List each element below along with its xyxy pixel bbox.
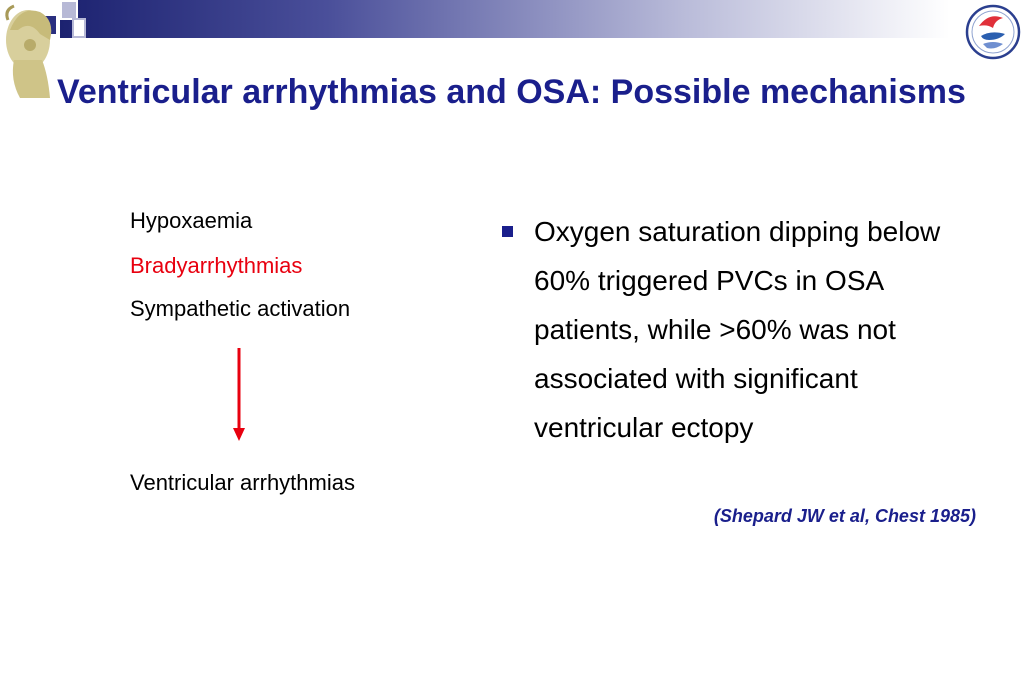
header-square-decoration	[60, 0, 78, 20]
citation: (Shepard JW et al, Chest 1985)	[713, 506, 976, 526]
bullet-square-icon	[502, 226, 513, 237]
down-arrow-icon	[229, 346, 249, 442]
mechanism-sympathetic-activation: Sympathetic activation	[130, 296, 351, 321]
header-gradient-bar	[60, 0, 950, 38]
mechanism-hypoxaemia: Hypoxaemia	[130, 208, 253, 233]
finding-paragraph: Oxygen saturation dipping below 60% triggered PVCs in OSA patients, while >60% was not associated with significant ventricular ectopy	[534, 216, 941, 443]
slide-title: Ventricular arrhythmias and OSA: Possible mechanisms	[57, 73, 966, 111]
result-ventricular-arrhythmias: Ventricular arrhythmias	[130, 470, 355, 495]
society-logo-icon	[965, 4, 1021, 60]
mechanism-bradyarrhythmias: Bradyarrhythmias	[130, 253, 303, 278]
header-square-decoration	[72, 18, 86, 38]
